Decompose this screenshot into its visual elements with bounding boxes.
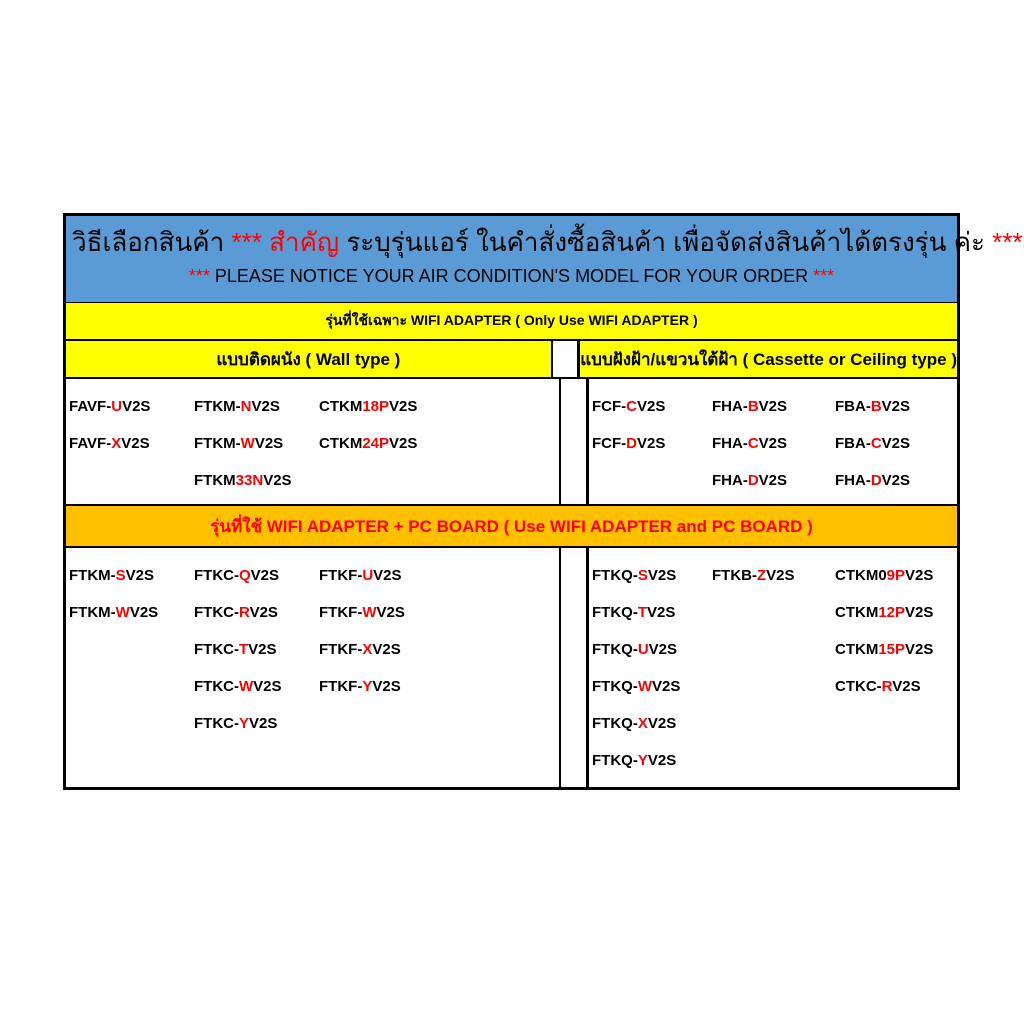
wifi-only-band (66, 303, 957, 341)
model-column (194, 388, 319, 504)
text-segment: สำคัญ (269, 227, 340, 257)
text-segment: PLEASE NOTICE YOUR AIR CONDITION'S MODEL FOR YOUR ORDER (209, 266, 814, 286)
model-item: FTKQ-SV2S (592, 567, 677, 584)
model-item: CTKM12PV2S (835, 604, 934, 621)
table-title-banner (66, 216, 1023, 303)
model-item: FAVF-XV2S (69, 435, 150, 452)
text-segment: ระบุรุ่นแอร์ ในคำสั่งซื้อสินค้า เพื่อจัดส่งสินค้าได้ตรงรุ่น ค่ะ (339, 227, 993, 257)
divider-gap-column (559, 379, 589, 504)
model-column (835, 388, 910, 504)
model-item: FHA-CV2S (712, 435, 788, 452)
model-item: FTKM-WV2S (69, 604, 159, 621)
title-line-thai (66, 225, 1023, 259)
wifi-pcboard-band-label: รุ่นที่ใช้ WIFI ADAPTER + PC BOARD ( Use WIFI ADAPTER and PC BOARD ) (210, 516, 813, 536)
text-segment: *** (231, 227, 270, 257)
text-segment: *** (813, 266, 835, 286)
model-item: CTKC-RV2S (835, 678, 921, 695)
pcboard-right-model-list (589, 548, 957, 787)
model-item: CTKM09PV2S (835, 567, 934, 584)
model-item: FTKC-QV2S (194, 567, 280, 584)
model-item: FTKM-NV2S (194, 398, 280, 415)
title-line-english (66, 264, 957, 288)
model-item: FTKC-WV2S (194, 678, 282, 695)
model-column (712, 557, 835, 787)
model-item: FAVF-UV2S (69, 398, 151, 415)
model-item: CTKM24PV2S (319, 435, 418, 452)
pcboard-left-model-list (66, 548, 559, 787)
model-column (835, 557, 933, 787)
model-item: FTKQ-WV2S (592, 678, 681, 695)
model-item: FTKQ-XV2S (592, 715, 677, 732)
model-item: FTKF-YV2S (319, 678, 401, 695)
model-column (319, 557, 405, 787)
model-item: FTKM-WV2S (194, 435, 284, 452)
wall-type-label: แบบติดผนัง ( Wall type ) (216, 349, 401, 369)
model-item: FHA-DV2S (835, 472, 911, 489)
divider-gap-column (559, 548, 589, 787)
text-segment: *** (992, 227, 1023, 257)
section-header-wall-type (66, 341, 551, 377)
model-item: FCF-CV2S (592, 398, 666, 415)
model-item: FTKF-UV2S (319, 567, 402, 584)
text-segment: วิธีเลือกสินค้า (72, 227, 232, 257)
cassette-type-model-list (589, 379, 957, 504)
model-item: FTKQ-TV2S (592, 604, 676, 621)
model-item: FTKQ-YV2S (592, 752, 677, 769)
model-column (592, 388, 712, 504)
model-item: FBA-BV2S (835, 398, 911, 415)
section-header-cassette-type (580, 341, 957, 377)
model-item: FHA-BV2S (712, 398, 788, 415)
model-item: CTKM18PV2S (319, 398, 418, 415)
model-item: FTKQ-UV2S (592, 641, 678, 658)
product-selection-table (63, 213, 1023, 790)
wifi-pcboard-band (66, 506, 957, 548)
model-item: FTKC-YV2S (194, 715, 278, 732)
model-column (319, 388, 417, 504)
model-item: CTKM15PV2S (835, 641, 934, 658)
model-item: FTKC-TV2S (194, 641, 277, 658)
model-item: FTKM-SV2S (69, 567, 155, 584)
model-item: FTKM33NV2S (194, 472, 292, 489)
wifi-only-band-label: รุ่นที่ใช้เฉพาะ WIFI ADAPTER ( Only Use WIFI ADAPTER ) (325, 312, 698, 328)
text-segment: *** (188, 266, 210, 286)
model-item: FCF-DV2S (592, 435, 666, 452)
model-column (592, 557, 712, 787)
model-column (69, 388, 194, 504)
divider-gap-column (551, 341, 581, 377)
model-item: FTKC-RV2S (194, 604, 278, 621)
model-item: FBA-CV2S (835, 435, 911, 452)
wifi-pcboard-models-row (66, 548, 957, 787)
model-item: FHA-DV2S (712, 472, 788, 489)
section-header-row (66, 341, 957, 379)
model-item: FTKB-ZV2S (712, 567, 795, 584)
wifi-only-models-row (66, 379, 957, 506)
model-item: FTKF-XV2S (319, 641, 401, 658)
model-item: FTKF-WV2S (319, 604, 405, 621)
model-column (69, 557, 194, 787)
wall-type-model-list (66, 379, 559, 504)
model-column (712, 388, 835, 504)
cassette-type-label: แบบฝังฝ้า/แขวนใต้ฝ้า ( Cassette or Ceiling type ) (580, 349, 957, 369)
model-column (194, 557, 319, 787)
